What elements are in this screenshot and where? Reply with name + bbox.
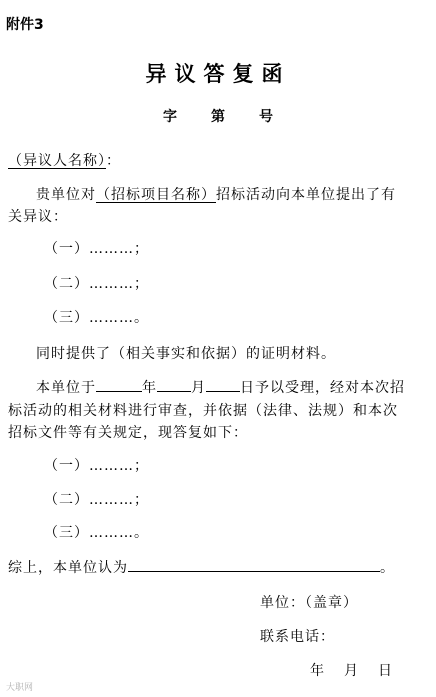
salutation bbox=[8, 150, 121, 170]
document-title: 异议答复函 bbox=[145, 61, 291, 86]
signature-unit: 单位：（盖章） bbox=[260, 595, 358, 611]
watermark-logo: 大职网 bbox=[6, 683, 34, 693]
project-name-placeholder: （招标项目名称） bbox=[96, 187, 216, 203]
intro-part1: 贵单位对 bbox=[36, 187, 96, 203]
conclusion-blank bbox=[128, 558, 380, 572]
month-blank bbox=[157, 378, 191, 392]
reply-part1: 本单位于 bbox=[36, 380, 96, 396]
answer-item-3: （三）………。 bbox=[44, 525, 149, 541]
intro-part2: 招标活动向本单位提出了有 bbox=[216, 187, 396, 203]
month-label: 月 bbox=[191, 380, 206, 396]
signature-phone: 联系电话： bbox=[260, 629, 335, 645]
doc-number-hao: 号 bbox=[259, 109, 273, 125]
document-number-line bbox=[163, 106, 307, 126]
year-blank bbox=[96, 378, 142, 392]
objection-item-2: （二）………； bbox=[44, 276, 149, 292]
objection-item-1: （一）………； bbox=[44, 241, 149, 257]
materials-paragraph: 同时提供了（相关事实和依据）的证明材料。 bbox=[36, 346, 336, 362]
reply-line-3: 招标文件等有关规定，现答复如下： bbox=[8, 425, 248, 441]
attachment-label: 附件3 bbox=[6, 17, 44, 33]
reply-line-2: 标活动的相关材料进行审查，并依据（法律、法规）和本次 bbox=[8, 403, 398, 419]
objection-item-3: （三）………。 bbox=[44, 310, 149, 326]
intro-line-2: 关异议： bbox=[8, 209, 68, 225]
conclusion-line bbox=[8, 557, 395, 577]
answer-item-2: （二）………； bbox=[44, 492, 149, 508]
doc-number-di: 第 bbox=[211, 109, 225, 125]
reply-part2: 日予以受理，经对本次招 bbox=[240, 380, 405, 396]
salutation-colon: ： bbox=[106, 153, 121, 169]
year-label: 年 bbox=[142, 380, 157, 396]
objector-name-placeholder: （异议人名称） bbox=[8, 153, 106, 169]
doc-number-zi: 字 bbox=[163, 109, 177, 125]
intro-line-1 bbox=[36, 184, 396, 204]
signature-date: 年 月 日 bbox=[310, 663, 395, 679]
answer-item-1: （一）………； bbox=[44, 458, 149, 474]
day-blank bbox=[206, 378, 240, 392]
conclusion-suffix: 。 bbox=[380, 560, 395, 576]
reply-line-1 bbox=[36, 377, 405, 397]
conclusion-prefix: 综上，本单位认为 bbox=[8, 560, 128, 576]
